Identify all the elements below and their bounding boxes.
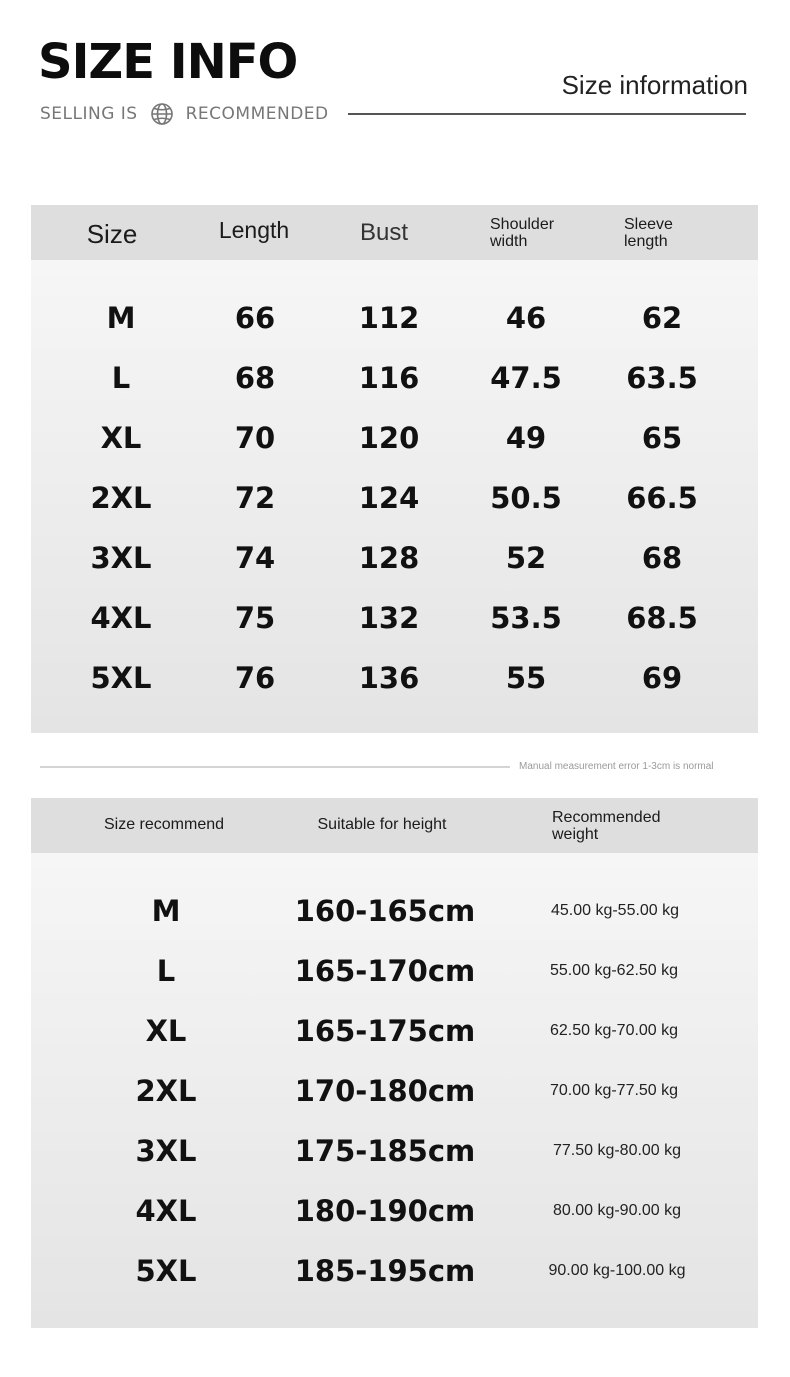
size-table-header (31, 205, 758, 260)
cell-length: 70 (234, 421, 276, 455)
cell-sleeve: 65 (641, 421, 683, 455)
header-divider (348, 113, 746, 115)
cell-size: 2XL (90, 481, 152, 515)
cell-shoulder: 50.5 (490, 481, 562, 515)
cell-bust: 116 (358, 361, 420, 395)
cell-size: 3XL (90, 541, 152, 575)
cell-weight: 90.00 kg-100.00 kg (548, 1262, 686, 1279)
cell-height: 175-185cm (294, 1134, 476, 1168)
table-row (31, 1181, 758, 1241)
column-length: Length (218, 217, 290, 243)
cell-shoulder: 47.5 (490, 361, 562, 395)
table-row (31, 881, 758, 941)
cell-sleeve: 66.5 (626, 481, 698, 515)
cell-size: 4XL (90, 601, 152, 635)
column-size: Size (86, 219, 138, 249)
table-row (31, 348, 758, 408)
cell-sleeve: 68.5 (626, 601, 698, 635)
cell-length: 74 (234, 541, 276, 575)
cell-weight: 45.00 kg-55.00 kg (550, 902, 680, 919)
cell-weight: 62.50 kg-70.00 kg (549, 1022, 679, 1039)
column-weight: Recommended weight (552, 809, 661, 843)
cell-sleeve: 69 (641, 661, 683, 695)
table-row (31, 468, 758, 528)
cell-size: 3XL (135, 1134, 197, 1168)
note-divider (40, 766, 510, 768)
cell-size: 5XL (135, 1254, 197, 1288)
recommend-table-header (31, 798, 758, 853)
cell-sleeve: 63.5 (626, 361, 698, 395)
cell-bust: 124 (358, 481, 420, 515)
cell-shoulder: 55 (505, 661, 547, 695)
tagline (40, 102, 329, 126)
cell-weight: 77.50 kg-80.00 kg (552, 1142, 682, 1159)
cell-height: 165-175cm (294, 1014, 476, 1048)
cell-bust: 132 (358, 601, 420, 635)
cell-height: 185-195cm (294, 1254, 476, 1288)
cell-size: 4XL (135, 1194, 197, 1228)
cell-length: 66 (234, 301, 276, 335)
cell-weight: 55.00 kg-62.50 kg (549, 962, 679, 979)
size-information-label: Size information (561, 70, 748, 100)
cell-shoulder: 52 (505, 541, 547, 575)
globe-icon (150, 102, 174, 126)
cell-weight: 80.00 kg-90.00 kg (552, 1202, 682, 1219)
cell-length: 68 (234, 361, 276, 395)
column-sleeve-length: Sleeve length (624, 216, 673, 250)
table-row (31, 288, 758, 348)
page-title: SIZE INFO (38, 34, 298, 90)
size-table-body (31, 260, 758, 733)
table-row (31, 1001, 758, 1061)
cell-bust: 112 (358, 301, 420, 335)
cell-size: L (111, 361, 131, 395)
table-row (31, 1061, 758, 1121)
tagline-right: RECOMMENDED (185, 104, 329, 124)
cell-bust: 136 (358, 661, 420, 695)
cell-length: 72 (234, 481, 276, 515)
measurement-note: Manual measurement error 1-3cm is normal (519, 761, 714, 772)
cell-size: M (106, 301, 136, 335)
cell-shoulder: 53.5 (490, 601, 562, 635)
column-height: Suitable for height (317, 816, 447, 833)
column-size-recommend: Size recommend (103, 816, 225, 833)
cell-height: 170-180cm (294, 1074, 476, 1108)
cell-bust: 120 (358, 421, 420, 455)
cell-size: XL (145, 1014, 187, 1048)
cell-size: M (151, 894, 181, 928)
cell-size: 2XL (135, 1074, 197, 1108)
column-shoulder-width: Shoulder width (490, 216, 555, 250)
tagline-left: SELLING IS (40, 104, 138, 124)
cell-size: 5XL (90, 661, 152, 695)
table-row (31, 408, 758, 468)
cell-length: 75 (234, 601, 276, 635)
table-row (31, 588, 758, 648)
cell-height: 165-170cm (294, 954, 476, 988)
cell-height: 160-165cm (294, 894, 476, 928)
cell-length: 76 (234, 661, 276, 695)
table-row (31, 1121, 758, 1181)
cell-size: XL (100, 421, 142, 455)
cell-shoulder: 46 (505, 301, 547, 335)
column-bust: Bust (359, 219, 409, 246)
cell-size: L (156, 954, 176, 988)
cell-sleeve: 68 (641, 541, 683, 575)
table-row (31, 941, 758, 1001)
recommend-table-body (31, 853, 758, 1328)
cell-sleeve: 62 (641, 301, 683, 335)
table-row (31, 1241, 758, 1301)
table-row (31, 648, 758, 708)
table-row (31, 528, 758, 588)
cell-bust: 128 (358, 541, 420, 575)
cell-shoulder: 49 (505, 421, 547, 455)
cell-height: 180-190cm (294, 1194, 476, 1228)
cell-weight: 70.00 kg-77.50 kg (549, 1082, 679, 1099)
